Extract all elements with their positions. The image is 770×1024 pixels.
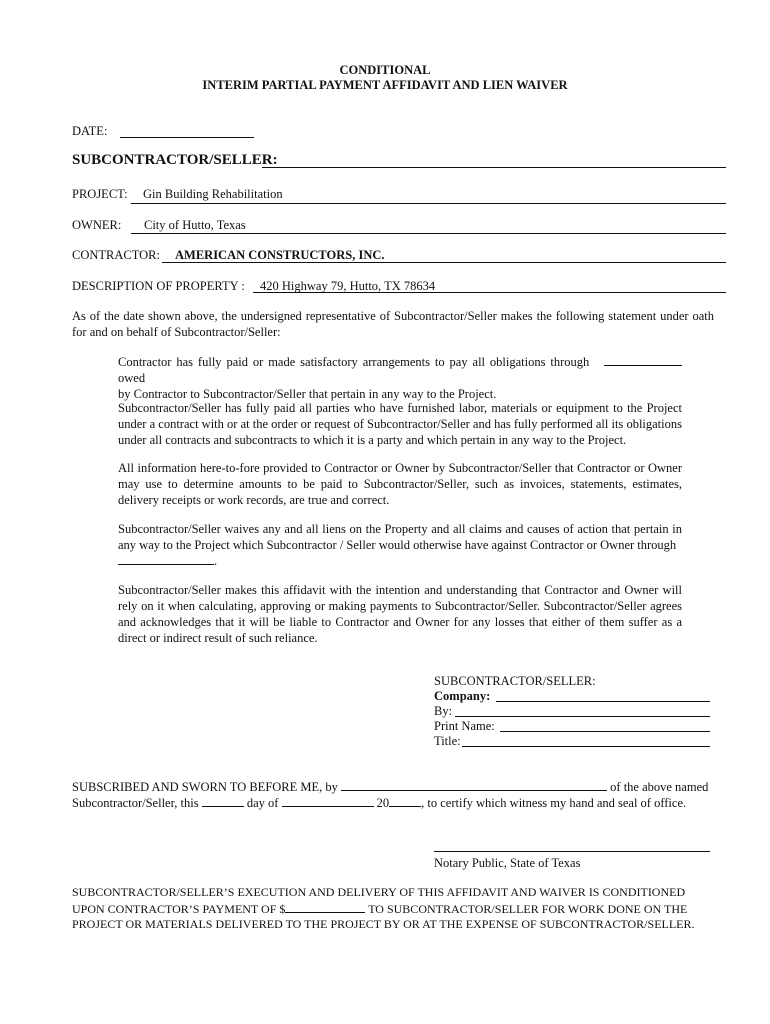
- through-date-blank[interactable]: [604, 354, 682, 366]
- print-name-field[interactable]: [500, 731, 710, 732]
- sworn-text-d: day of: [246, 796, 279, 810]
- statement-paragraph-5: Subcontractor/Seller makes this affidavit with the intention and understanding that Contractor and Owner will rely on it when calculating, approving or making payments to Subcontractor/Seller. Subcontractor/Seller agrees and acknowledges that it will be liable to Contractor and Owner for any losses that either of them suffer as a direct or indirect result of such reliance.: [118, 583, 682, 645]
- subcontractor-field[interactable]: [262, 167, 726, 168]
- project-field[interactable]: [131, 203, 726, 204]
- sworn-text-c: Subcontractor/Seller, this: [72, 796, 199, 810]
- statement-paragraph-1: [118, 354, 682, 402]
- property-label: DESCRIPTION OF PROPERTY :: [72, 279, 245, 293]
- payment-amount-blank[interactable]: [285, 901, 365, 913]
- print-name-label: Print Name:: [434, 719, 495, 733]
- company-field[interactable]: [496, 701, 710, 702]
- contractor-label: CONTRACTOR:: [72, 248, 160, 262]
- owner-label: OWNER:: [72, 218, 122, 232]
- owner-field[interactable]: [131, 233, 726, 234]
- statement-paragraph-4: [118, 521, 682, 569]
- sworn-month-blank[interactable]: [282, 795, 374, 807]
- property-field[interactable]: [253, 292, 726, 293]
- date-label: DATE:: [72, 124, 108, 138]
- waiver-through-blank[interactable]: [118, 553, 214, 565]
- sworn-line-1: [72, 779, 708, 795]
- statement-1-text-a: Contractor has fully paid or made satisfactory arrangements to pay all obligations through: [118, 355, 590, 369]
- sworn-year-blank[interactable]: [389, 795, 421, 807]
- title-label: Title:: [434, 734, 461, 748]
- intro-paragraph: As of the date shown above, the undersigned representative of Subcontractor/Seller makes the following statement under oath for and on behalf of Subcontractor/Seller:: [72, 309, 714, 339]
- statement-1-text-b: owed: [118, 371, 146, 385]
- signature-heading: SUBCONTRACTOR/SELLER:: [434, 674, 596, 688]
- statement-paragraph-2: Subcontractor/Seller has fully paid all parties who have furnished labor, materials or equipment to the Project under a contract with or at the order or request of Subcontractor/Seller and has fully performed all its obligations under all contracts and subcontracts to which it is a party and which pertain in any way to the Project.: [118, 401, 682, 447]
- sworn-text-e: 20: [376, 796, 390, 810]
- notary-label: Notary Public, State of Texas: [434, 856, 581, 870]
- by-field[interactable]: [455, 716, 710, 717]
- statement-paragraph-3: All information here-to-fore provided to Contractor or Owner by Subcontractor/Seller that Contractor or Owner may use to determine amounts to be paid to Subcontractor/Seller, such as invoices, statements, estimates, delivery receipts or work records, are true and correct.: [118, 461, 682, 507]
- sworn-day-blank[interactable]: [202, 795, 244, 807]
- title-field[interactable]: [462, 746, 710, 747]
- company-label: Company:: [434, 689, 491, 703]
- subcontractor-label: SUBCONTRACTOR/SELLER:: [72, 152, 278, 168]
- document-title-line1: CONDITIONAL: [339, 63, 431, 77]
- date-field[interactable]: [120, 137, 254, 138]
- sworn-text-b: of the above named: [610, 780, 709, 794]
- owner-value: City of Hutto, Texas: [144, 218, 246, 232]
- statement-4-text: Subcontractor/Seller waives any and all liens on the Property and all claims and causes of action that pertain in any way to the Project which Subcontractor / Seller would otherwise have against Contractor or Owner through: [118, 522, 682, 552]
- document-title-line2: INTERIM PARTIAL PAYMENT AFFIDAVIT AND LIEN WAIVER: [202, 78, 568, 92]
- footer-text-a: SUBCONTRACTOR/SELLER’S EXECUTION AND DELIVERY OF THIS AFFIDAVIT AND WAIVER IS CONDITIONED UPON CONTRACTOR’S PAYMENT OF $: [72, 885, 686, 916]
- footer-text-b: TO SUBCONTRACTOR/SELLER FOR WORK DONE ON THE PROJECT OR MATERIALS DELIVERED TO THE PROJECT BY OR AT THE EXPENSE OF SUBCONTRACTOR/SELLER.: [72, 901, 695, 931]
- notary-signature-field[interactable]: [434, 851, 710, 852]
- statement-4-end: .: [214, 554, 218, 568]
- sworn-text-f: , to certify which witness my hand and seal of office.: [421, 796, 687, 810]
- property-value: 420 Highway 79, Hutto, TX 78634: [260, 279, 436, 293]
- by-label: By:: [434, 704, 453, 718]
- sworn-by-blank[interactable]: [341, 779, 607, 791]
- statement-1-text-c: by Contractor to Subcontractor/Seller that pertain in any way to the Project.: [118, 387, 497, 401]
- project-label: PROJECT:: [72, 187, 128, 201]
- condition-footer: [72, 885, 714, 933]
- contractor-value: AMERICAN CONSTRUCTORS, INC.: [175, 248, 385, 262]
- contractor-field[interactable]: [162, 262, 726, 263]
- sworn-line-2: [72, 795, 686, 811]
- sworn-text-a: SUBSCRIBED AND SWORN TO BEFORE ME, by: [72, 780, 338, 794]
- project-value: Gin Building Rehabilitation: [143, 187, 283, 201]
